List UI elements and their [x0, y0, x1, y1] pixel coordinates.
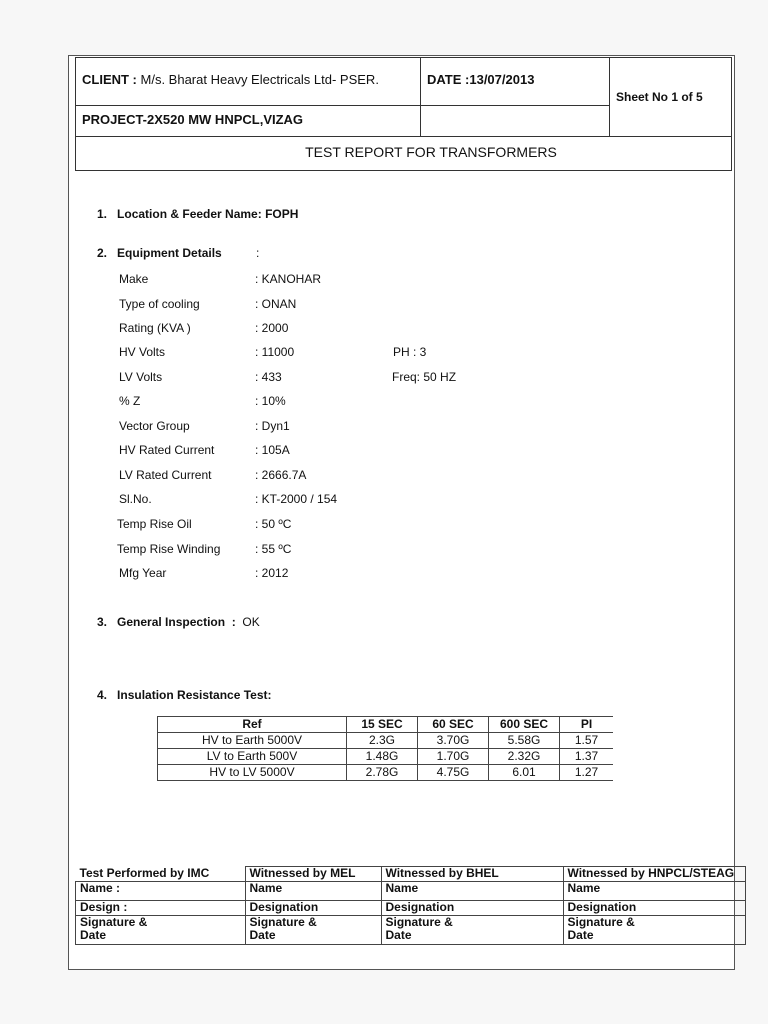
- column-header: PI: [560, 717, 614, 733]
- report-page: [68, 55, 735, 970]
- header-divider: [609, 57, 610, 137]
- client-label: CLIENT :: [82, 72, 137, 87]
- table-row: [158, 733, 614, 749]
- section-label: General Inspection: [117, 615, 226, 629]
- signoff-cell: Designation: [245, 901, 381, 916]
- sheet-number: Sheet No 1 of 5: [616, 90, 703, 104]
- table-cell: HV to LV 5000V: [158, 765, 347, 781]
- signoff-table: [75, 866, 746, 945]
- table-cell: HV to Earth 5000V: [158, 733, 347, 749]
- insulation-resistance-table: [157, 716, 613, 781]
- phase-value: PH : 3: [393, 345, 427, 359]
- section-label: Equipment Details: [117, 246, 222, 260]
- header-divider: [420, 57, 421, 137]
- table-cell: 2.78G: [347, 765, 418, 781]
- table-cell: 1.37: [560, 749, 614, 765]
- equipment-label: Sl.No.: [119, 492, 152, 506]
- equipment-value: : 433: [255, 370, 282, 384]
- signoff-header: Witnessed by BHEL: [381, 867, 563, 882]
- project-name: PROJECT-2X520 MW HNPCL,VIZAG: [82, 112, 304, 127]
- table-cell: 3.70G: [418, 733, 489, 749]
- table-row: [158, 765, 614, 781]
- section-colon: :: [231, 615, 236, 629]
- equipment-label: Rating (KVA ): [119, 321, 191, 335]
- equipment-label: HV Rated Current: [119, 443, 215, 457]
- section-location: [97, 207, 298, 221]
- section-equipment: [97, 246, 222, 260]
- section-number: 4.: [97, 688, 108, 702]
- signoff-cell: Signature & Date: [76, 916, 246, 945]
- signoff-cell: Signature & Date: [563, 916, 745, 945]
- signoff-row: [76, 882, 746, 901]
- section-label: Location & Feeder Name:: [117, 207, 262, 221]
- section-insulation: [97, 688, 272, 702]
- section-number: 2.: [97, 246, 108, 260]
- table-cell: 5.58G: [489, 733, 560, 749]
- section-number: 1.: [97, 207, 108, 221]
- signoff-header-row: [76, 867, 746, 882]
- equipment-value: : 55 ºC: [255, 542, 292, 556]
- table-cell: 6.01: [489, 765, 560, 781]
- equipment-value: : Dyn1: [255, 419, 290, 433]
- section-inspection: [97, 615, 260, 629]
- table-cell: 2.32G: [489, 749, 560, 765]
- equipment-value: : KANOHAR: [255, 272, 322, 286]
- equipment-value: : KT-2000 / 154: [255, 492, 338, 506]
- table-cell: 1.57: [560, 733, 614, 749]
- equipment-value: : 105A: [255, 443, 290, 457]
- section-colon: :: [256, 246, 260, 260]
- signoff-cell: Name: [245, 882, 381, 901]
- signoff-cell: Name :: [76, 882, 246, 901]
- equipment-label: LV Rated Current: [119, 468, 212, 482]
- table-cell: LV to Earth 500V: [158, 749, 347, 765]
- column-header: 600 SEC: [489, 717, 560, 733]
- table-cell: 4.75G: [418, 765, 489, 781]
- column-header: 15 SEC: [347, 717, 418, 733]
- signoff-cell: Name: [381, 882, 563, 901]
- equipment-value: : ONAN: [255, 297, 297, 311]
- equipment-value: : 2000: [255, 321, 289, 335]
- equipment-label: Type of cooling: [119, 297, 200, 311]
- signoff-row: [76, 916, 746, 945]
- equipment-label: Temp Rise Winding: [117, 542, 221, 556]
- equipment-label: Temp Rise Oil: [117, 517, 192, 531]
- section-label: Insulation Resistance Test:: [117, 688, 272, 702]
- table-header-row: [158, 717, 614, 733]
- report-title: [75, 144, 768, 160]
- header-divider: [75, 105, 610, 106]
- equipment-value: : 2666.7A: [255, 468, 307, 482]
- signoff-cell: Signature & Date: [245, 916, 381, 945]
- equipment-value: : 50 ºC: [255, 517, 292, 531]
- signoff-header: Witnessed by MEL: [245, 867, 381, 882]
- client-value: M/s. Bharat Heavy Electricals Ltd- PSER.: [140, 72, 379, 87]
- equipment-label: % Z: [119, 394, 141, 408]
- equipment-label: LV Volts: [119, 370, 163, 384]
- signoff-cell: Designation: [381, 901, 563, 916]
- column-header: Ref: [158, 717, 347, 733]
- header-divider: [75, 136, 731, 137]
- table-row: [158, 749, 614, 765]
- equipment-label: Make: [119, 272, 149, 286]
- client-line: [82, 72, 379, 87]
- frequency-value: Freq: 50 HZ: [392, 370, 457, 384]
- table-cell: 1.27: [560, 765, 614, 781]
- signoff-row: [76, 901, 746, 916]
- signoff-cell: Design :: [76, 901, 246, 916]
- table-cell: 1.70G: [418, 749, 489, 765]
- signoff-header: Test Performed by IMC: [76, 867, 246, 882]
- signoff-cell: Signature & Date: [381, 916, 563, 945]
- table-cell: 2.3G: [347, 733, 418, 749]
- equipment-label: HV Volts: [119, 345, 166, 359]
- equipment-value: : 11000: [255, 345, 295, 359]
- signoff-cell: Name: [563, 882, 745, 901]
- report-title-text: TEST REPORT FOR TRANSFORMERS: [305, 144, 557, 160]
- section-number: 3.: [97, 615, 108, 629]
- report-date: DATE :13/07/2013: [427, 72, 535, 87]
- equipment-value: : 2012: [255, 566, 289, 580]
- column-header: 60 SEC: [418, 717, 489, 733]
- equipment-label: Mfg Year: [119, 566, 167, 580]
- equipment-label: Vector Group: [119, 419, 190, 433]
- feeder-name: FOPH: [265, 207, 299, 221]
- inspection-result: OK: [242, 615, 260, 629]
- equipment-value: : 10%: [255, 394, 286, 408]
- table-cell: 1.48G: [347, 749, 418, 765]
- signoff-cell: Designation: [563, 901, 745, 916]
- signoff-header: Witnessed by HNPCL/STEAG: [563, 867, 745, 882]
